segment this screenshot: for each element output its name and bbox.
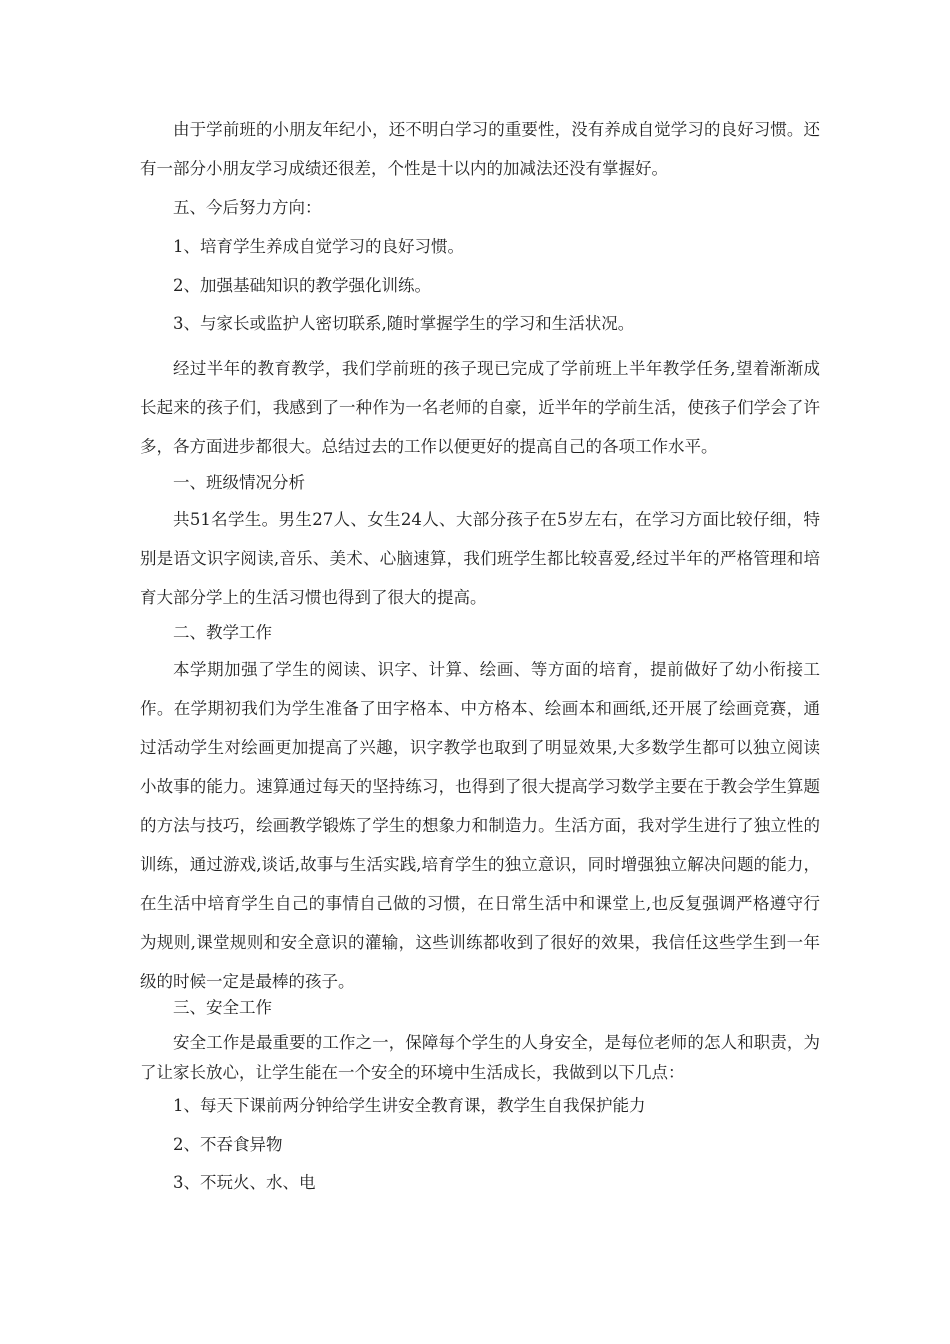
heading-safety-work: 三、安全工作: [173, 998, 272, 1017]
paragraph-learning-habits: 由于学前班的小朋友年纪小，还不明白学习的重要性，没有养成自觉学习的良好习惯。还有一部分小朋友学习成绩还很差，个性是十以内的加减法还没有掌握好。: [140, 120, 820, 178]
heading-teaching-work: 二、教学工作: [173, 623, 272, 642]
safety-item-3: 3、不玩火、水、电: [173, 1173, 316, 1192]
paragraph-teaching-work: 本学期加强了学生的阅读、识字、计算、绘画、等方面的培育，提前做好了幼小衔接工作。在学期初我们为学生准备了田字格本、中方格本、绘画本和画纸,还开展了绘画竞赛，通过活动学生对绘画更加提高了兴趣，识字教学也取到了明显效果,大多数学生都可以独立阅读小故事的能力。速算通过每天的坚持练习，也得到了很大提高学习数学主要在于教会学生算题的方法与技巧，绘画教学锻炼了学生的想象力和制造力。生活方面，我对学生进行了独立性的训练，通过游戏,谈话,故事与生活实践,培育学生的独立意识，同时增强独立解决问题的能力，在生活中培育学生自己的事情自己做的习惯，在日常生活中和课堂上,也反复强调严格遵守行为规则,课堂规则和安全意识的灌输，这些训练都收到了很好的效果，我信任这些学生到一年级的时候一定是最棒的孩子。: [140, 660, 820, 991]
list-item-1: 1、培育学生养成自觉学习的良好习惯。: [173, 237, 464, 256]
paragraph-half-year-summary: 经过半年的教育教学，我们学前班的孩子现已完成了学前班上半年教学任务,望着渐渐成长起来的孩子们，我感到了一种作为一名老师的自豪，近半年的学前生活，使孩子们学会了许多，各方面进步都很大。总结过去的工作以便更好的提高自己的各项工作水平。: [140, 359, 820, 456]
list-item-3: 3、与家长或监护人密切联系,随时掌握学生的学习和生活状况。: [173, 314, 635, 333]
heading-future-direction: 五、今后努力方向：: [173, 198, 322, 217]
safety-item-1: 1、每天下课前两分钟给学生讲安全教育课，教学生自我保护能力: [173, 1096, 646, 1115]
list-item-2: 2、加强基础知识的教学强化训练。: [173, 276, 431, 295]
paragraph-class-analysis: 共51名学生。男生27人、女生24人、大部分孩子在5岁左右，在学习方面比较仔细，特别是语文识字阅读,音乐、美术、心脑速算，我们班学生都比较喜爱,经过半年的严格管理和培育大部分学上的生活习惯也得到了很大的提高。: [140, 510, 820, 607]
heading-class-analysis: 一、班级情况分析: [173, 473, 305, 492]
safety-item-2: 2、不吞食异物: [173, 1135, 283, 1154]
paragraph-safety-work: 安全工作是最重要的工作之一，保障每个学生的人身安全，是每位老师的怎人和职责，为了让家长放心，让学生能在一个安全的环境中生活成长，我做到以下几点：: [140, 1033, 820, 1082]
